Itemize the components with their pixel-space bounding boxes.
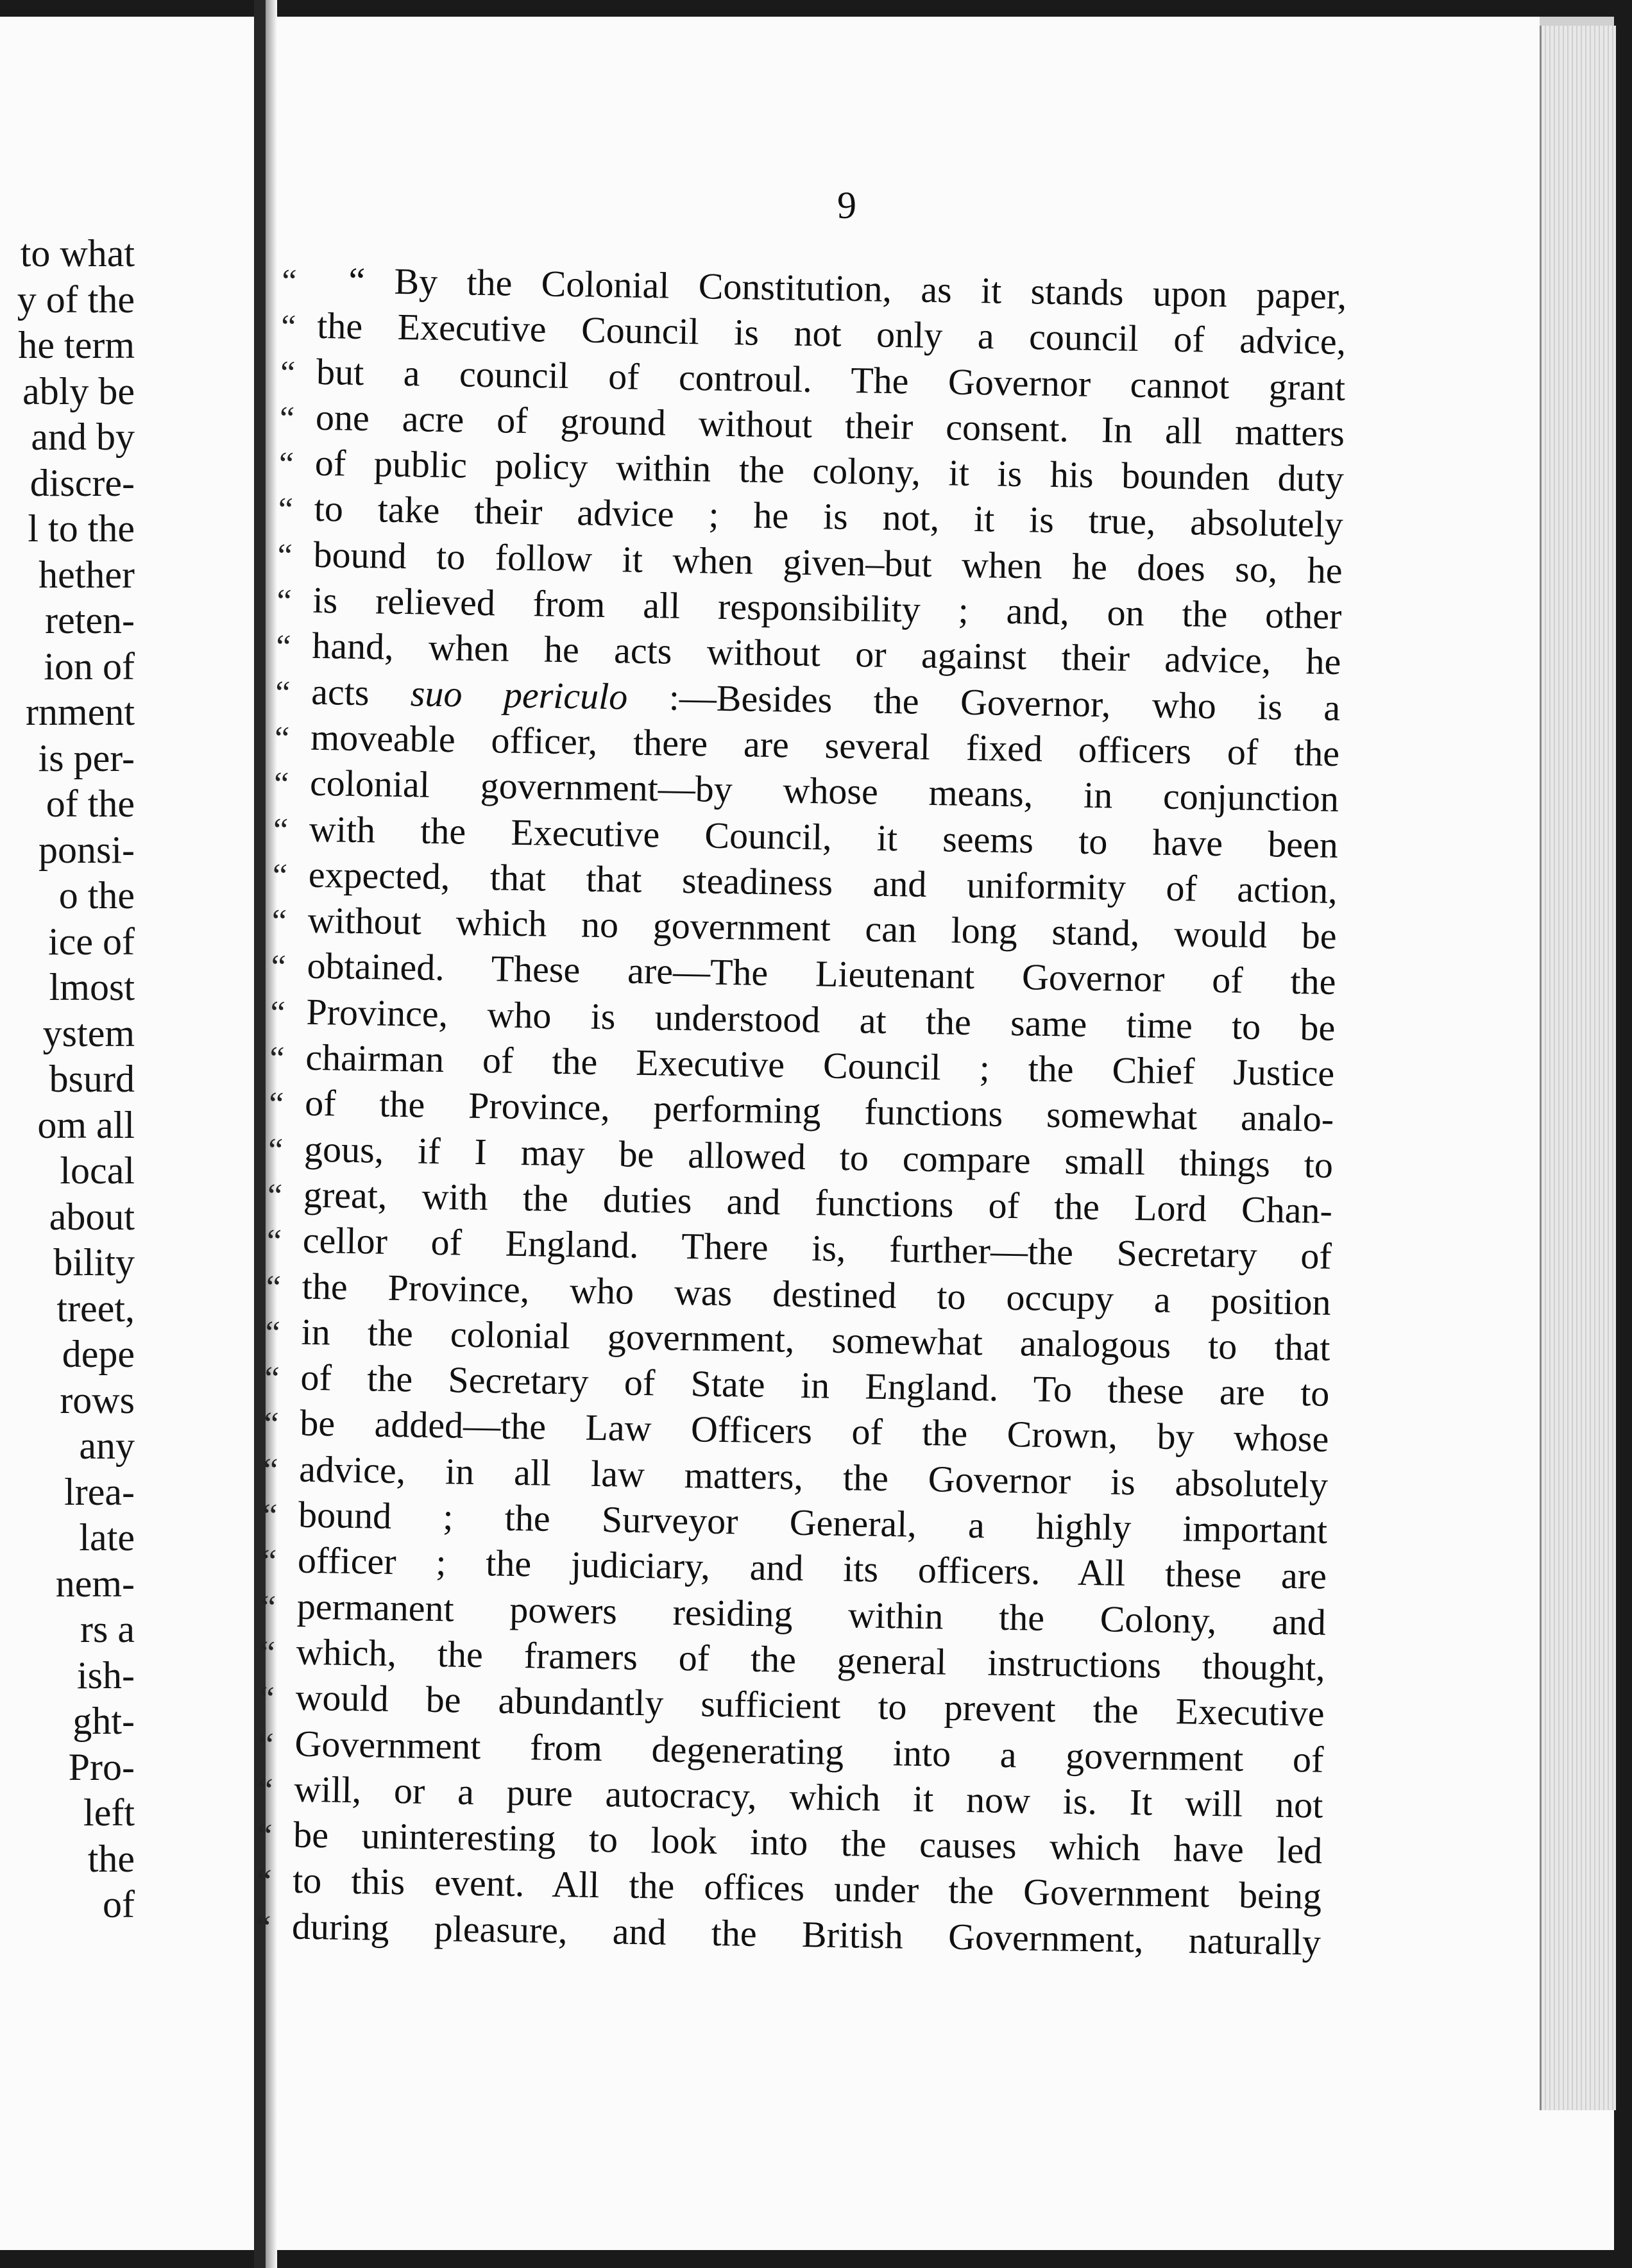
left-page-line: of <box>103 1883 135 1925</box>
text-line-content: during pleasure, and the British Government, naturally <box>291 1905 1322 1963</box>
page-number: 9 <box>837 184 856 226</box>
quote-mark: “ <box>274 720 290 757</box>
left-page-line: ponsi- <box>38 828 135 871</box>
quote-mark: “ <box>273 811 289 849</box>
text-line-content: the Province, who was destined to occupy a position <box>302 1265 1332 1323</box>
quote-mark: “ <box>271 949 287 986</box>
left-page-line: reten- <box>45 599 135 641</box>
quote-mark: “ <box>260 1634 276 1671</box>
left-page-line: lmost <box>49 966 135 1008</box>
text-line-content: officer ; the judiciary, and its officers. All these are <box>297 1539 1327 1598</box>
page-body-text <box>256 257 1347 1965</box>
text-line-content: Government from degenerating into a government of <box>294 1722 1324 1781</box>
left-page-line: bility <box>53 1241 135 1283</box>
text-segment: acts <box>310 670 411 714</box>
left-page-line: left <box>83 1791 135 1834</box>
left-page-line: Pro- <box>68 1745 135 1788</box>
text-segment: :—Besides the Governor, who is a <box>627 675 1341 729</box>
text-line-content: would be abundantly sufficient to prevent the Executive <box>295 1676 1325 1734</box>
text-line-content: be added—the Law Officers of the Crown, by whose <box>299 1402 1329 1460</box>
quote-mark: “ <box>275 674 291 711</box>
quote-mark: “ <box>271 903 287 940</box>
left-page-line: ice of <box>48 920 135 963</box>
quote-mark: “ <box>259 1726 275 1763</box>
left-page-line: discre- <box>30 461 135 504</box>
text-line-content: bound ; the Surveyor General, a highly important <box>298 1493 1328 1552</box>
left-page-line: lrea- <box>64 1470 135 1513</box>
text-line-content: in the colonial government, somewhat analogous to that <box>301 1310 1330 1369</box>
quote-mark: “ <box>262 1497 278 1535</box>
left-page-line: nem- <box>55 1562 135 1605</box>
text-line-content: obtained. These are—The Lieutenant Governor of the <box>307 945 1336 1003</box>
quote-mark: “ <box>278 446 294 483</box>
text-line-content: bound to follow it when given–but when he does so, he <box>313 533 1343 591</box>
left-page-line: bsurd <box>49 1058 135 1100</box>
quote-mark: “ <box>260 1589 276 1626</box>
text-line-content: of the Secretary of State in England. To these are to <box>300 1356 1330 1414</box>
left-page-line: is per- <box>38 736 135 779</box>
quote-mark: “ <box>266 1269 282 1306</box>
quote-mark: “ <box>255 1909 271 1946</box>
quote-mark: “ <box>269 1040 285 1078</box>
quote-mark: “ <box>257 1817 273 1855</box>
quote-mark: “ <box>270 994 286 1031</box>
quote-mark: “ <box>273 766 289 803</box>
scanner-edge-top <box>0 0 1632 17</box>
quote-mark: “ <box>262 1451 278 1489</box>
left-page-line: any <box>79 1425 135 1467</box>
quote-mark: “ <box>266 1223 282 1260</box>
left-page-line: depe <box>62 1333 135 1375</box>
text-line-content: chairman of the Executive Council ; the Chief Justice <box>305 1036 1335 1094</box>
text-line-content: be uninteresting to look into the causes which have led <box>293 1813 1323 1872</box>
left-page-line: and by <box>31 416 135 458</box>
text-line-content: to take their advice ; he is not, it is true, absolutely <box>314 487 1344 546</box>
left-page-line: treet, <box>56 1287 135 1330</box>
text-line-content: but a council of controul. The Governor cannot grant <box>316 350 1346 409</box>
quote-mark: “ <box>277 537 293 575</box>
text-line-content: without which no government can long stand, would be <box>307 899 1338 958</box>
text-line-content: cellor of England. There is, further—the Secretary of <box>302 1219 1332 1278</box>
text-line-content: great, with the duties and functions of the Lord Chan- <box>303 1173 1333 1231</box>
quote-mark: “ <box>276 583 293 620</box>
text-line-content: the Executive Council is not only a council of advice, <box>316 305 1347 363</box>
text-line-content: is relieved from all responsibility ; and, on the other <box>312 579 1342 638</box>
quote-mark: “ <box>275 629 291 666</box>
left-page-line: ably be <box>22 369 135 412</box>
left-page-line: rows <box>60 1378 135 1421</box>
left-page-line: the <box>87 1837 135 1880</box>
left-page-line: l to the <box>28 507 135 550</box>
quote-mark: “ <box>265 1314 281 1351</box>
quote-mark: “ <box>257 1772 273 1809</box>
text-line-content: of the Province, performing functions somewhat analo- <box>304 1082 1334 1140</box>
left-page-line: hether <box>38 553 135 596</box>
text-line-content: advice, in all law matters, the Governor is absolutely <box>298 1448 1329 1506</box>
left-page-line: rnment <box>26 691 135 733</box>
scanner-edge-right <box>1614 0 1632 2268</box>
left-page-line: rs a <box>80 1608 135 1650</box>
quote-mark: “ <box>264 1360 280 1398</box>
left-page-line: about <box>49 1195 135 1238</box>
scanner-edge-bottom <box>0 2250 1632 2268</box>
text-line-content: hand, when he acts without or against their advice, he <box>311 625 1341 683</box>
text-line-content: colonial government—by whose means, in conjunction <box>309 762 1339 820</box>
quote-mark: “ <box>281 262 297 300</box>
left-page-line: o the <box>58 874 135 917</box>
text-line-content: “ By the Colonial Constitution, as it stands upon paper, <box>348 259 1347 317</box>
quote-mark: “ <box>268 1131 284 1169</box>
quote-mark: “ <box>280 354 296 391</box>
text-line-content: to this event. All the offices under the Government being <box>292 1859 1322 1918</box>
quote-mark: “ <box>263 1406 279 1443</box>
left-page-line: of the <box>46 783 135 825</box>
text-line-content: expected, that that steadiness and uniformity of action, <box>308 853 1338 911</box>
quote-mark: “ <box>267 1177 283 1215</box>
quote-mark: “ <box>261 1543 277 1580</box>
quote-mark: “ <box>280 309 296 346</box>
text-line-content: of public policy within the colony, it is his bounden duty <box>314 442 1345 500</box>
page-edge-stack <box>1540 26 1616 2110</box>
text-line-content: will, or a pure autocracy, which it now is. It will not <box>293 1768 1323 1826</box>
left-page-line: ystem <box>42 1011 135 1054</box>
text-line-content: which, the framers of the general instructions thought, <box>296 1630 1326 1689</box>
text-line-content: with the Executive Council, it seems to have been <box>309 808 1339 866</box>
text-line-content: one acre of ground without their consent. In all matters <box>315 396 1345 454</box>
quote-mark: “ <box>259 1680 275 1718</box>
text-line-content: Province, who is understood at the same time to be <box>306 990 1336 1049</box>
left-page-fragments <box>0 231 254 1995</box>
left-page-line: to what <box>20 232 135 275</box>
left-page-line: local <box>60 1149 135 1192</box>
quote-mark: “ <box>272 857 288 895</box>
left-page-line: ion of <box>44 645 135 688</box>
left-page-line: y of the <box>17 278 135 321</box>
quote-mark: “ <box>268 1086 284 1123</box>
quote-mark: “ <box>279 400 295 437</box>
text-line-content: moveable officer, there are several fixed officers of the <box>310 716 1340 774</box>
left-page-line: late <box>79 1516 135 1559</box>
text-line-content: permanent powers residing within the Colony, and <box>296 1585 1327 1643</box>
left-page-line: ght- <box>72 1700 135 1742</box>
quote-mark: “ <box>278 491 294 529</box>
text-line-content: gous, if I may be allowed to compare small things to <box>303 1128 1334 1186</box>
quote-mark: “ <box>256 1863 272 1900</box>
left-page-line: om all <box>37 1103 135 1146</box>
italic-phrase: suo periculo <box>410 672 628 718</box>
left-page-line: ish- <box>77 1654 135 1697</box>
left-page-line: he term <box>18 324 135 366</box>
